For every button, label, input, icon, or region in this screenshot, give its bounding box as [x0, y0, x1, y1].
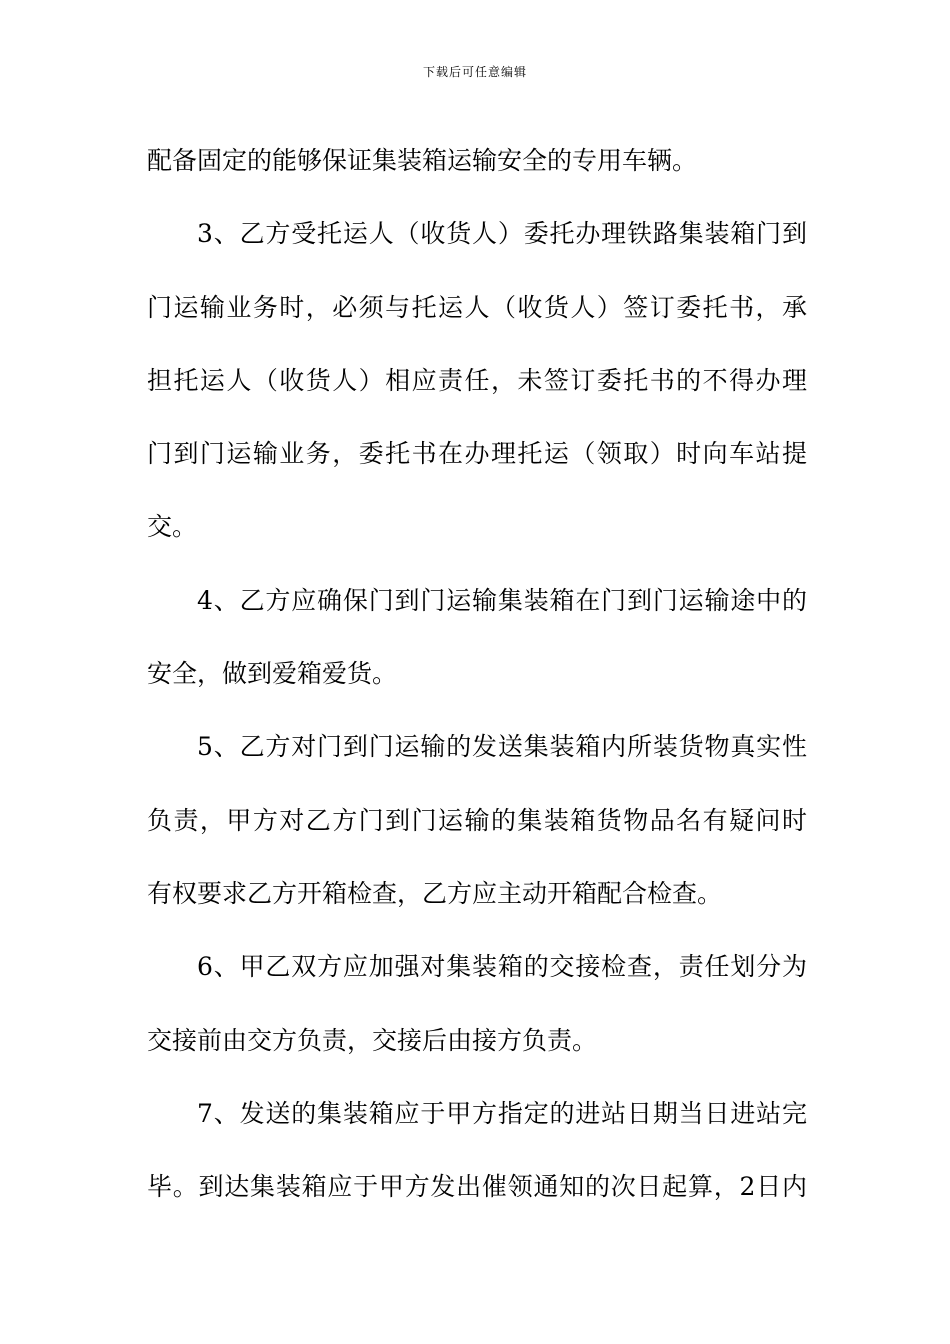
- text-line: 毕。到达集装箱应于甲方发出催领通知的次日起算，2日内: [147, 1172, 807, 1202]
- document-body: [147, 124, 807, 1223]
- page-header: 下载后可任意编辑: [422, 65, 527, 79]
- text-line: 门到门运输业务，委托书在办理托运（领取）时向车站提: [147, 439, 807, 469]
- text-line: 7、发送的集装箱应于甲方指定的进站日期当日进站完: [197, 1098, 807, 1128]
- text-line: 6、甲乙双方应加强对集装箱的交接检查，责任划分为: [197, 952, 807, 982]
- text-line: 交接前由交方负责，交接后由接方负责。: [147, 1025, 598, 1055]
- text-line: 5、乙方对门到门运输的发送集装箱内所装货物真实性: [197, 732, 807, 762]
- text-line: 担托运人（收货人）相应责任，未签订委托书的不得办理: [147, 365, 807, 395]
- text-line: 有权要求乙方开箱检查，乙方应主动开箱配合检查。: [147, 878, 723, 908]
- text-line: 3、乙方受托运人（收货人）委托办理铁路集装箱门到: [197, 219, 807, 249]
- text-line: 安全，做到爱箱爱货。: [147, 659, 398, 689]
- text-line: 负责，甲方对乙方门到门运输的集装箱货物品名有疑问时: [147, 805, 807, 835]
- text-line: 4、乙方应确保门到门运输集装箱在门到门运输途中的: [197, 585, 807, 615]
- text-line: 门运输业务时，必须与托运人（收货人）签订委托书，承: [147, 292, 807, 322]
- text-line: 配备固定的能够保证集装箱运输安全的专用车辆。: [147, 146, 698, 175]
- text-line: 交。: [147, 512, 198, 542]
